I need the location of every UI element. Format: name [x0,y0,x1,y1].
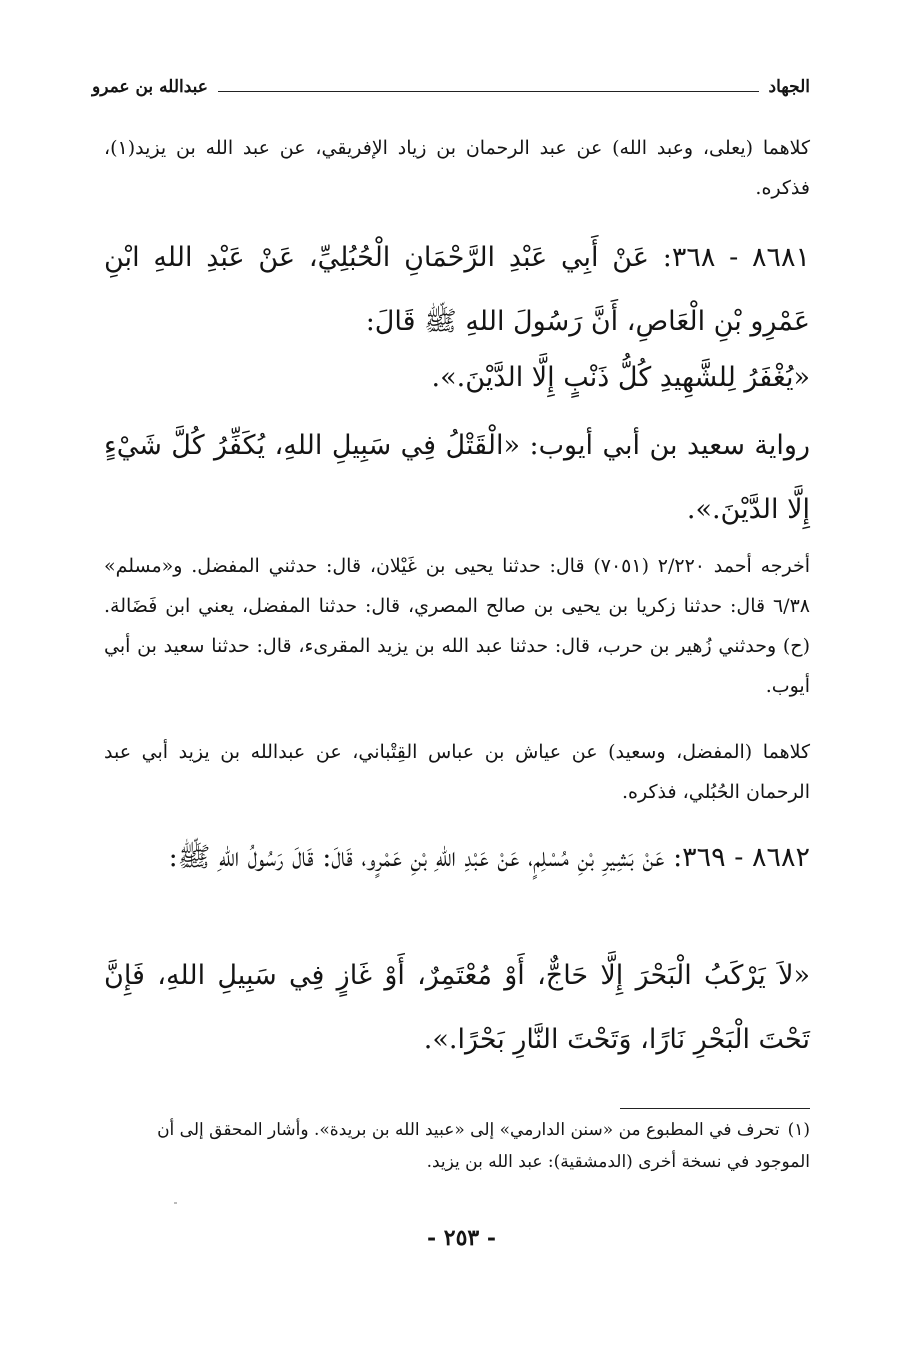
paragraph-kilahuma-1 [104,128,810,208]
riwaya-text: رواية سعيد بن أبي أيوب: «الْقَتْلُ فِي سَبِيلِ اللهِ، يُكَفِّرُ كُلَّ شَيْءٍ إِلَّا الدَّيْنَ.». [104,430,810,525]
hadith-8681-matn [104,346,840,410]
footnote [104,1114,810,1178]
narrator-title: عبدالله بن عمرو [92,77,208,97]
hadith-text: ٨٦٨١ - ٣٦٨: عَنْ أَبِي عَبْدِ الرَّحْمَانِ الْحُبُلِيِّ، عَنْ عَبْدِ اللهِ ابْنِ عَمْرِو بْنِ الْعَاصِ، أَنَّ رَسُولَ اللهِ ﷺ قَالَ: [104,242,810,337]
footnote-separator [620,1108,810,1109]
header-rule [218,91,759,92]
hadith-matn-text: «لاَ يَرْكَبُ الْبَحْرَ إِلَّا حَاجٌّ، أَوْ مُعْتَمِرٌ، أَوْ غَازٍ فِي سَبِيلِ اللهِ، فَإِنَّ تَحْتَ الْبَحْرِ نَارًا، وَتَحْتَ النَّارِ بَحْرًا.». [104,960,810,1055]
page-number: - ٢٥٣ - [426,1225,497,1251]
footnote-number: (١) [787,1120,810,1140]
paragraph-kilahuma-2 [104,732,810,812]
hadith-8682-head [104,826,810,890]
hadith-matn-text: «يُغْفَرُ لِلشَّهِيدِ كُلُّ ذَنْبٍ إِلَّا الدَّيْنَ.». [431,362,810,393]
takhrij-paragraph [104,546,810,706]
footnote-text: تحرف في المطبوع من «سنن الدارمي» إلى «عبيد الله بن بريدة». وأشار المحقق إلى أن الموجود في نسخة أخرى (الدمشقية): عبد الله بن يزيد. [157,1120,810,1172]
hadith-text: ٨٦٨٢ - ٣٦٩: عَنْ بَشِيرِ بْنِ مُسْلِمٍ، عَنْ عَبْدِ اللهِ بْنِ عَمْرٍو، قَالَ: قَالَ رَسُولُ اللهِ ﷺ: [168,842,810,873]
running-header [92,72,810,102]
chapter-title: الجهاد [768,77,810,97]
takhrij-text: أخرجه أحمد ٢/٢٢٠ (٧٠٥١) قال: حدثنا يحيى بن غَيْلان، قال: حدثني المفضل. و«مسلم» ٦/٣٨ قال: حدثنا زكريا بن يحيى بن صالح المصري، قال: حدثنا المفضل، يعني ابن فَضَالة. (ح) وحدثني زُهير بن حرب، قال: حدثنا عبد الله بن يزيد المقرىء، قال: حدثنا سعيد بن أبي أيوب. [104,555,811,697]
riwaya-paragraph [104,414,810,542]
hadith-8682-matn [104,944,840,1072]
paragraph-text: كلاهما (يعلى، وعبد الله) عن عبد الرحمان بن زياد الإفريقي، عن عبد الله بن يزيد(١)، فذكره. [104,137,810,199]
hadith-8681-head [104,226,810,354]
scan-speck [174,1202,177,1204]
paragraph-text: كلاهما (المفضل، وسعيد) عن عياش بن عباس القِتْباني، عن عبدالله بن يزيد أبي عبد الرحمان الحُبُلي، فذكره. [104,741,810,803]
